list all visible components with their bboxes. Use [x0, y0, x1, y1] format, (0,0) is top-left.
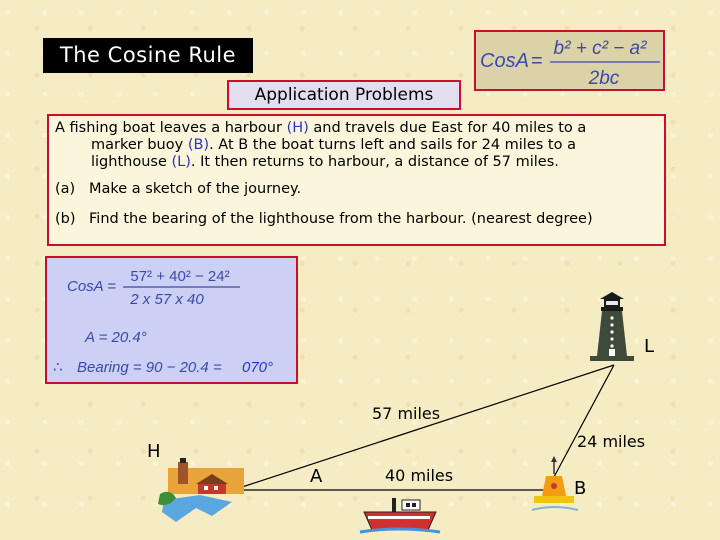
formula-equals: =: [531, 50, 543, 72]
question-b-label: (b): [55, 211, 76, 227]
label-lighthouse: L: [644, 336, 655, 357]
label-angle-a: A: [310, 466, 323, 487]
question-a-label: (a): [55, 181, 76, 197]
solution-angle: A = 20.4°: [85, 329, 147, 346]
problem-text: . At B the boat turns left and sails for 24 miles to a: [209, 137, 576, 153]
problem-text: . It then returns to harbour, a distance of 57 miles.: [190, 154, 559, 170]
fishing-boat-icon: [360, 498, 440, 532]
problem-text: A fishing boat leaves a harbour: [55, 120, 287, 136]
distance-buoy-lighthouse: 24 miles: [577, 432, 646, 451]
distance-harbour-buoy: 40 miles: [385, 466, 454, 485]
question-a-text: Make a sketch of the journey.: [89, 181, 302, 197]
formula-denominator: 2bc: [588, 68, 620, 89]
harbour-icon: [158, 458, 244, 522]
solution-bearing-result: 070°: [242, 359, 274, 376]
label-buoy: B: [574, 478, 587, 499]
formula-numerator: b² + c² − a²: [553, 38, 647, 59]
distance-harbour-lighthouse: 57 miles: [372, 404, 441, 423]
lighthouse-icon: [590, 292, 634, 361]
lighthouse-tag: (L): [171, 154, 191, 170]
problem-text: marker buoy: [91, 137, 188, 153]
buoy-tag: (B): [187, 137, 210, 153]
buoy-icon: [532, 456, 578, 510]
solution-cos-lhs: CosA =: [67, 278, 117, 295]
label-harbour: H: [147, 441, 161, 462]
formula-lhs-var: A: [515, 50, 529, 72]
solution-numerator: 57² + 40² − 24²: [130, 268, 230, 285]
solution-bearing-label: Bearing = 90 − 20.4 =: [77, 359, 222, 376]
slide-subtitle: Application Problems: [227, 80, 461, 110]
harbour-tag: (H): [286, 120, 309, 136]
therefore-symbol: ∴: [53, 358, 63, 376]
question-b-text: Find the bearing of the lighthouse from the harbour. (nearest degree): [89, 211, 593, 227]
solution-denominator: 2 x 57 x 40: [130, 291, 204, 308]
problem-text: lighthouse: [91, 154, 172, 170]
slide-title: The Cosine Rule: [43, 38, 253, 73]
problem-text: and travels due East for 40 miles to a: [308, 120, 587, 136]
formula-lhs: Cos: [480, 50, 516, 72]
